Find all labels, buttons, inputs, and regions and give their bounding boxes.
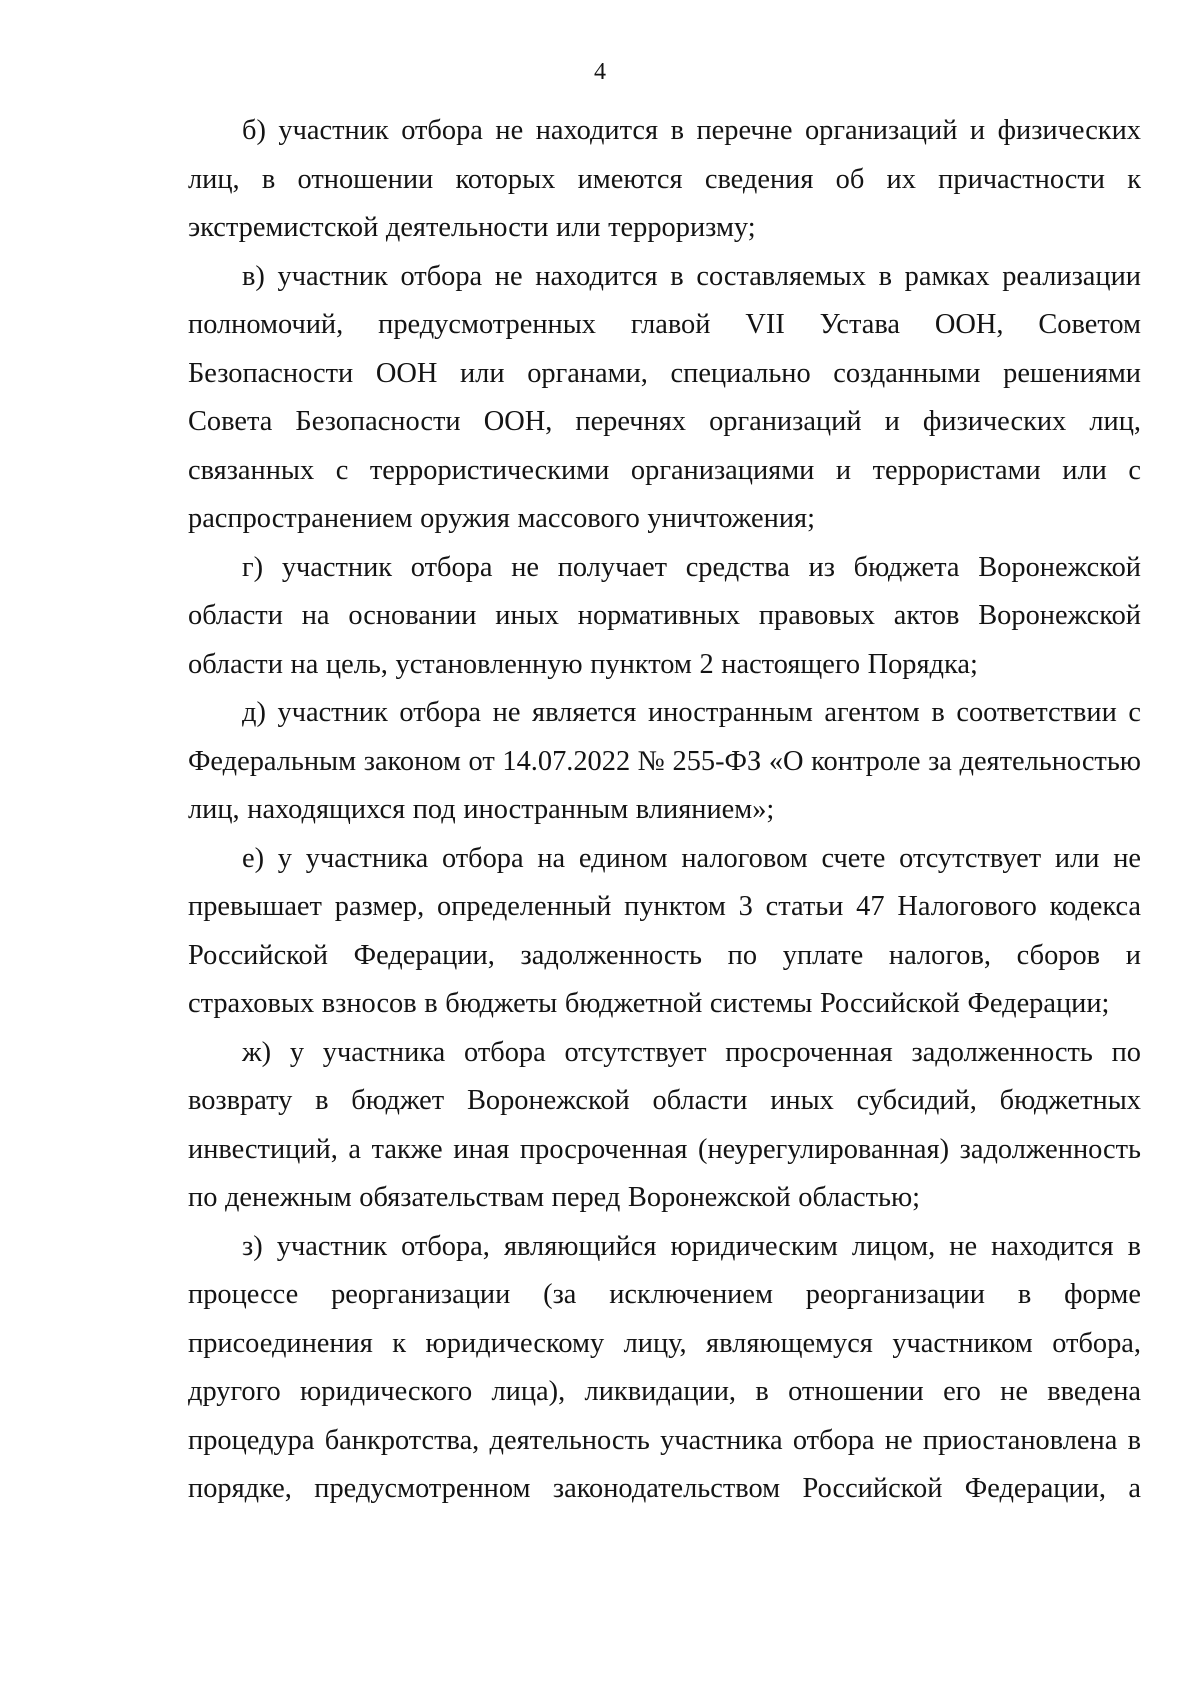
document-body <box>188 107 1141 1514</box>
paragraph-e: е) у участника отбора на едином налоговом счете отсутствует или не превышает размер, определенный пунктом 3 статьи 47 Налогового кодекса Российской Федерации, задолженность по уплате налогов, сборов и страховых взносов в бюджеты бюджетной системы Российской Федерации; <box>188 842 1141 1019</box>
paragraph-d: д) участник отбора не является иностранным агентом в соответствии с Федеральным законом от 14.07.2022 № 255-ФЗ «О контроле за деятельностью лиц, находящихся под иностранным влиянием»; <box>188 697 1141 825</box>
page-number: 4 <box>594 59 606 85</box>
paragraph-z: з) участник отбора, являющийся юридическим лицом, не находится в процессе реорганизации (за исключением реорганизации в форме присоединения к юридическому лицу, являющемуся участником отбора, другого юридического лица), ликвидации, в отношении его не введена процедура банкротства, деятельность участника отбора не приостановлена в порядке, предусмотренном законодательством Российской Федерации, а <box>188 1230 1141 1504</box>
paragraph-g: г) участник отбора не получает средства из бюджета Воронежской области на основании иных нормативных правовых актов Воронежской области на цель, установленную пунктом 2 настоящего Порядка; <box>188 551 1141 680</box>
paragraph-b: б) участник отбора не находится в перечне организаций и физических лиц, в отношении которых имеются сведения об их причастности к экстремистской деятельности или терроризму; <box>188 115 1141 243</box>
paragraph-zh: ж) у участника отбора отсутствует просроченная задолженность по возврату в бюджет Воронежской области иных субсидий, бюджетных инвестиций, а также иная просроченная (неурегулированная) задолженность по денежным обязательствам перед Воронежской областью; <box>188 1036 1141 1213</box>
paragraph-v: в) участник отбора не находится в составляемых в рамках реализации полномочий, предусмотренных главой VII Устава ООН, Советом Безопасности ООН или органами, специально созданными решениями Совета Безопасности ООН, перечнях организаций и физических лиц, связанных с террористическими организациями и террористами или с распространением оружия массового уничтожения; <box>188 260 1141 534</box>
